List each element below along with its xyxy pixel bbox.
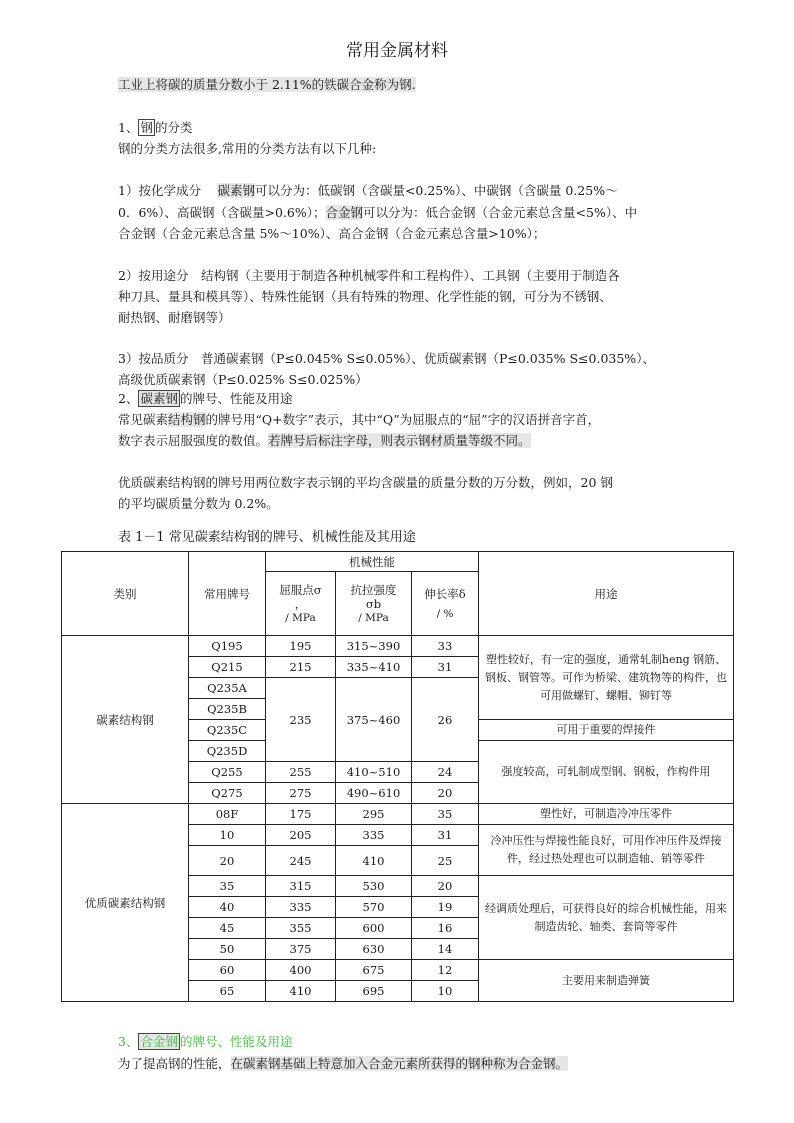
heading-boxed-term: 合金钢 xyxy=(140,1034,178,1049)
classification-chemical-line-2: 0．6%）、高碳钢（含碳量>0.6%）；合金钢可以分为：低合金钢（合金元素总含量<5%）、中 xyxy=(118,205,638,220)
quality-grade-line-1: 优质碳素结构钢的牌号用两位数字表示钢的平均含碳量的质量分数的万分数，例如，20 钢 xyxy=(118,475,613,490)
header-use: 用途 xyxy=(479,552,734,636)
use-general-structure: 塑性较好，有一定的强度，通常轧制heng 钢筋、钢板、钢管等。可作为桥梁、建筑物等的构件，也可用做螺钉、螺帽、铆钉等 xyxy=(479,636,734,720)
classification-use-line-3: 耐热钢、耐磨钢等） xyxy=(118,310,231,325)
section-1-intro: 钢的分类方法很多,常用的分类方法有以下几种: xyxy=(118,141,377,156)
use-rolled-sections: 强度较高，可轧制成型钢、钢板，作构件用 xyxy=(479,741,734,804)
use-welding: 可用于重要的焊接件 xyxy=(479,720,734,741)
table-row: Q235D 强度较高，可轧制成型钢、钢板，作构件用 xyxy=(62,741,734,762)
table-row: 20 245 410 25 xyxy=(62,846,734,876)
table-row: 50 375 630 14 xyxy=(62,939,734,960)
classification-use-line-2: 种刀具、量具和模具等）、特殊性能钢（具有特殊的物理、化学性能的钢，可分为不锈钢、 xyxy=(118,289,612,304)
section-2-heading: 2、 碳素钢 的牌号、性能及用途 xyxy=(118,391,293,406)
grade-notation-line-2: 数字表示屈服强度的数值。若牌号后标注字母，则表示钢材质量等级不同。 xyxy=(118,433,531,448)
classification-quality-line-1: 3）按品质分 普通碳素钢（P≤0.045% S≤0.05%）、优质碳素钢（P≤0.035% S≤0.035%）、 xyxy=(118,351,655,366)
section-1-heading: 1、 钢 的分类 xyxy=(118,120,193,135)
intro-paragraph xyxy=(118,74,698,96)
category-quality-carbon-structural: 优质碳素结构钢 xyxy=(62,804,189,1002)
table-row: 60 400 675 12 主要用来制造弹簧 xyxy=(62,960,734,981)
table-row: Q275 275 490~610 20 xyxy=(62,783,734,804)
header-yield: 屈服点σ ， / MPa xyxy=(266,572,336,636)
header-mechanical: 机械性能 xyxy=(266,552,479,572)
table-row: 45 355 600 16 xyxy=(62,918,734,939)
classification-chemical-line-1: 1）按化学成分 碳素钢可以分为：低碳钢（含碳量<0.25%）、中碳钢（含碳量 0.25%～ xyxy=(118,183,618,198)
heading-boxed-term: 碳素钢 xyxy=(140,391,178,406)
quality-grade-line-2: 的平均碳质量分数为 0.2%。 xyxy=(118,496,279,511)
intro-text: 工业上将碳的质量分数小于 2.11%的铁碳合金称为钢. xyxy=(118,77,416,92)
table-row: 35 315 530 20 经调质处理后，可获得良好的综合机械性能，用来制造齿轮、轴类、套筒等零件 xyxy=(62,876,734,897)
section-3-heading: 3、 合金钢 的牌号、性能及用途 xyxy=(118,1034,293,1049)
header-elongation: 伸长率δ / % xyxy=(412,572,479,636)
table-row: 40 335 570 19 xyxy=(62,897,734,918)
table-header-row xyxy=(62,552,734,572)
table-row: Q215 215 335~410 31 xyxy=(62,657,734,678)
steel-properties-table xyxy=(61,551,734,1002)
classification-chemical-line-3: 合金钢（合金元素总含量 5%～10%）、高合金钢（合金元素总含量>10%）； xyxy=(118,226,546,241)
alloy-steel-definition: 为了提高钢的性能，在碳素钢基础上特意加入合金元素所获得的钢种称为合金钢。 xyxy=(118,1056,569,1071)
table-row: 65 410 695 10 xyxy=(62,981,734,1002)
table-caption: 表 1－1 常见碳素结构钢的牌号、机械性能及其用途 xyxy=(118,530,416,545)
use-springs: 主要用来制造弹簧 xyxy=(479,960,734,1002)
table-row: 优质碳素结构钢 08F 175 295 35 塑性好，可制造冷冲压零件 xyxy=(62,804,734,825)
grade-notation-line-1: 常见碳素结构钢的牌号用“Q+数字”表示，其中“Q”为屈服点的“屈”字的汉语拼音字首， xyxy=(118,412,601,427)
table-row: Q235A 235 375~460 26 xyxy=(62,678,734,699)
table-row: 10 205 335 31 冷冲压性与焊接性能良好，可用作冲压件及焊接件，经过热处理也可以制造轴、销等零件 xyxy=(62,825,734,846)
table-row: Q235C 可用于重要的焊接件 xyxy=(62,720,734,741)
heading-boxed-term: 钢 xyxy=(140,120,153,135)
header-tensile: 抗拉强度 σb / MPa xyxy=(336,572,412,636)
table-row: Q235B xyxy=(62,699,734,720)
table-row: 碳素结构钢 Q195 195 315~390 33 塑性较好，有一定的强度，通常轧制heng 钢筋、钢板、钢管等。可作为桥梁、建筑物等的构件，也可用做螺钉、螺帽、铆钉等 xyxy=(62,636,734,657)
use-stamping-welding: 冷冲压性与焊接性能良好，可用作冲压件及焊接件，经过热处理也可以制造轴、销等零件 xyxy=(479,825,734,876)
page-title: 常用金属材料 xyxy=(346,41,448,61)
header-grade: 常用牌号 xyxy=(189,552,266,636)
use-cold-stamping: 塑性好，可制造冷冲压零件 xyxy=(479,804,734,825)
category-carbon-structural: 碳素结构钢 xyxy=(62,636,189,804)
classification-quality-line-2: 高级优质碳素钢（P≤0.025% S≤0.025%） xyxy=(118,372,368,387)
classification-use-line-1: 2）按用途分 结构钢（主要用于制造各种机械零件和工程构件）、工具钢（主要用于制造各 xyxy=(118,268,620,283)
use-quenched-tempered: 经调质处理后，可获得良好的综合机械性能，用来制造齿轮、轴类、套筒等零件 xyxy=(479,876,734,960)
header-category: 类别 xyxy=(62,552,189,636)
table-row: Q255 255 410~510 24 xyxy=(62,762,734,783)
